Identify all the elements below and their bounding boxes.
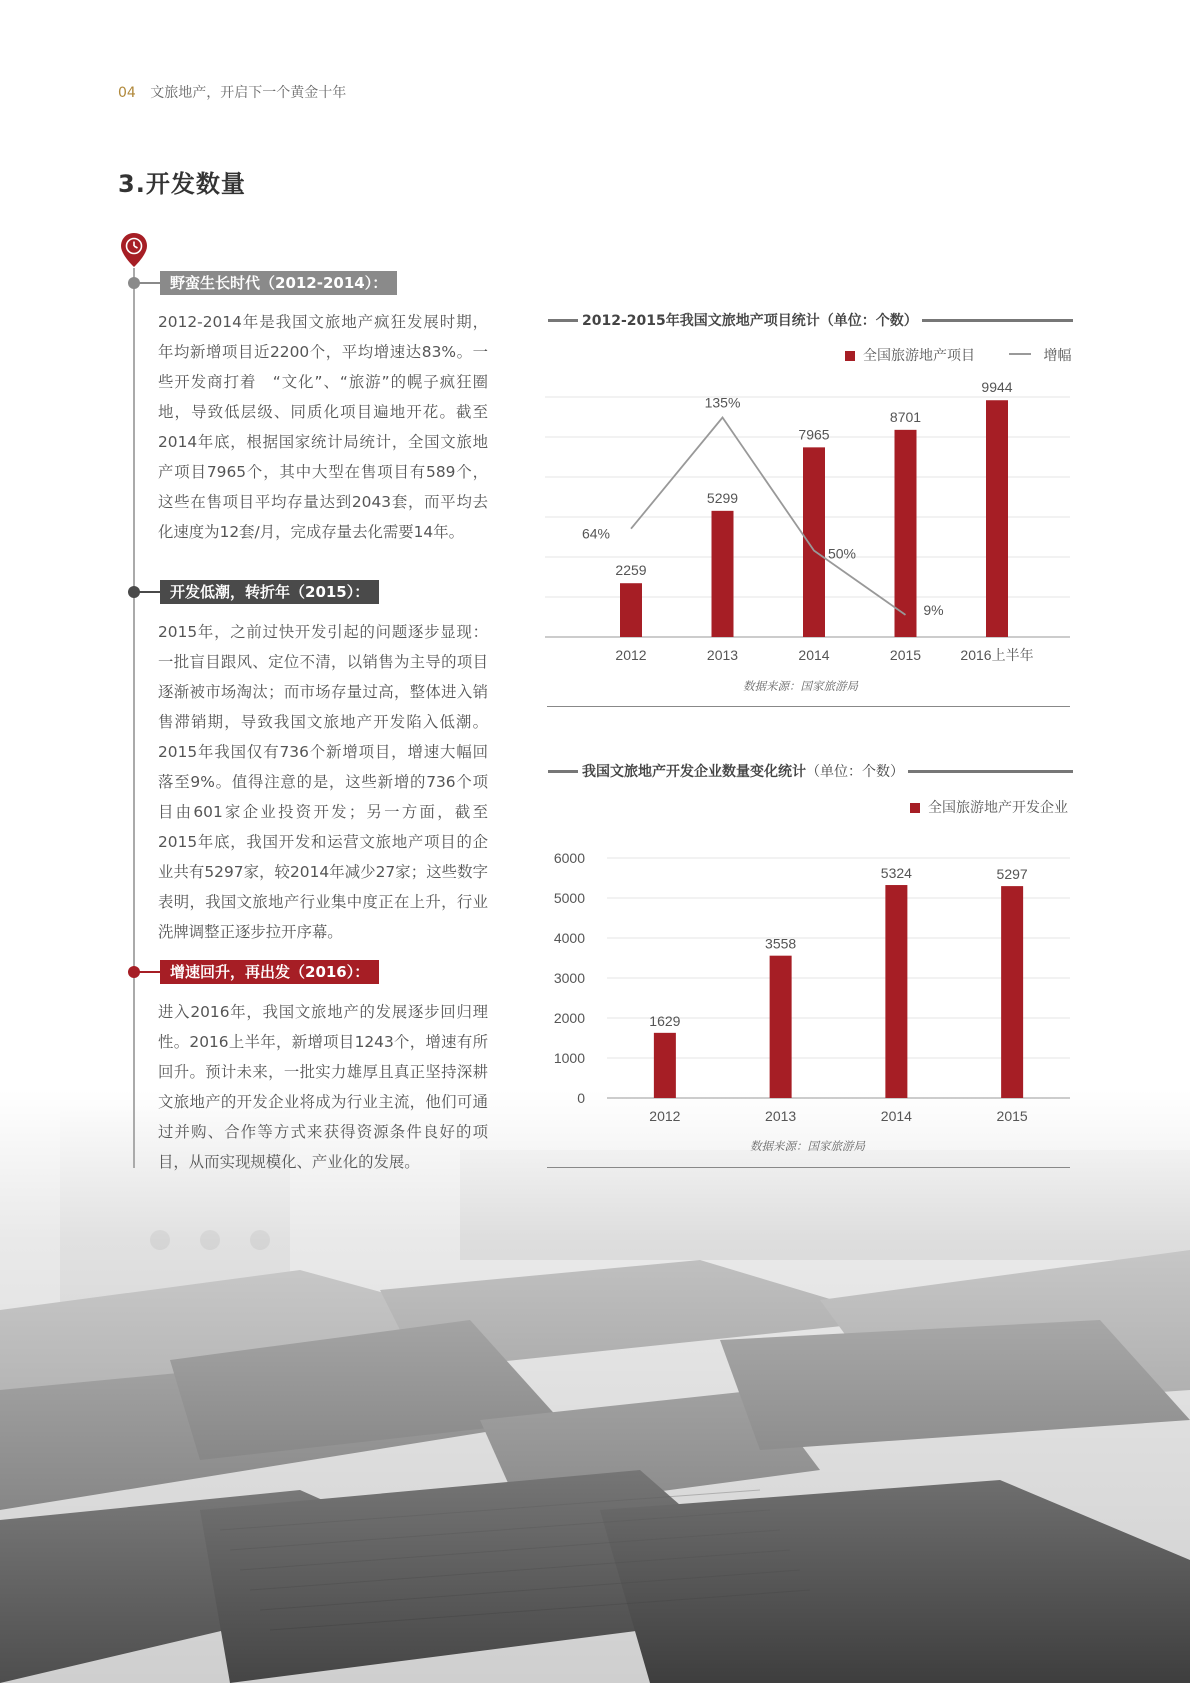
y-tick-label: 0 xyxy=(577,1090,585,1106)
growth-label: 50% xyxy=(827,545,857,562)
timeline-body-2: 2015年，之前过快开发引起的问题逐步显现：一批盲目跟风、定位不清，以销售为主导的项目逐渐被市场淘汰；而市场存量过高，整体进入销售滞销期，导致我国文旅地产开发陷入低潮。2015年我国仅有736个新增项目，增速大幅回落至9%。值得注意的是，这些新增的736个项目由601家企业投资开发；另一方面，截至2015年底，我国开发和运营文旅地产项目的企业共有5297家，较2014年减少27家；这些数字表明，我国文旅地产行业集中度正在上升，行业洗牌调整正逐步拉开序幕。 xyxy=(158,623,488,941)
bar-value-label: 3558 xyxy=(765,935,797,952)
bar xyxy=(654,1033,676,1098)
chart2-title xyxy=(578,761,908,781)
timeline-body-1: 2012-2014年是我国文旅地产疯狂发展时期，年均新增项目近2200个，平均增速达83%。一些开发商打着 “文化”、“旅游”的幌子疯狂圈地，导致低层级、同质化项目遍地开花。截至2014年底，根据国家统计局统计，全国文旅地产项目7965个，其中大型在售项目有589个，这些在售项目平均存量达到2043套，而平均去化速度为12套/月，完成存量去化需要14年。 xyxy=(158,313,488,541)
growth-line xyxy=(631,418,906,615)
tag-connector-3 xyxy=(138,971,160,973)
chart1-bottom-rule xyxy=(547,706,1070,707)
y-tick-label: 6000 xyxy=(553,850,585,866)
tag-connector-1 xyxy=(138,282,160,284)
y-tick-label: 2000 xyxy=(553,1010,585,1026)
bar-value-label: 5297 xyxy=(996,866,1028,883)
timeline-line xyxy=(133,268,135,1168)
y-tick-label: 3000 xyxy=(553,970,585,986)
x-tick-label: 2016上半年 xyxy=(960,647,1034,663)
background-rooftops-photo xyxy=(0,1090,1190,1683)
bar-value-label: 7965 xyxy=(798,426,830,443)
x-tick-label: 2012 xyxy=(649,1108,681,1124)
header-title: 文旅地产，开启下一个黄金十年 xyxy=(150,85,347,101)
section-title: 3.开发数量 xyxy=(118,170,246,198)
chart1-legend-line: 增幅 xyxy=(1043,348,1072,364)
bar xyxy=(885,885,907,1098)
timeline-tag-1: 野蛮生长时代（2012-2014）： xyxy=(160,271,397,295)
bar xyxy=(986,400,1008,637)
chart1-legend-bar: 全国旅游地产项目 xyxy=(863,348,975,364)
bar-value-label: 2259 xyxy=(615,562,647,579)
chart2-legend xyxy=(910,797,1068,817)
bar xyxy=(803,447,825,637)
x-tick-label: 2015 xyxy=(996,1108,1028,1124)
chart1-legend xyxy=(845,345,1071,365)
growth-label: 9% xyxy=(923,601,944,618)
x-tick-label: 2013 xyxy=(706,647,739,663)
page-number: 04 xyxy=(118,85,136,101)
chart1-title-row xyxy=(548,310,1073,330)
bar-value-label: 8701 xyxy=(889,408,922,425)
chart2-bottom-rule xyxy=(547,1167,1070,1168)
timeline-tag-3: 增速回升，再出发（2016）： xyxy=(160,960,379,984)
chart2-companies xyxy=(545,830,1075,1140)
x-tick-label: 2014 xyxy=(798,647,830,663)
timeline-body-3: 进入2016年，我国文旅地产的发展逐步回归理性。2016上半年，新增项目1243个，增速有所回升。预计未来，一批实力雄厚且真正坚持深耕文旅地产的开发企业将成为行业主流，他们可通过并购、合作等方式来获得资源条件良好的项目，从而实现规模化、产业化的发展。 xyxy=(158,1003,488,1171)
tag-connector-2 xyxy=(138,591,160,593)
x-tick-label: 2013 xyxy=(765,1108,797,1124)
bar xyxy=(712,511,734,637)
growth-label: 64% xyxy=(581,525,611,542)
bar-value-label: 1629 xyxy=(649,1012,681,1029)
y-tick-label: 4000 xyxy=(553,930,585,946)
growth-label: 135% xyxy=(704,394,741,411)
x-tick-label: 2014 xyxy=(880,1108,912,1124)
chart1-projects xyxy=(545,375,1075,675)
chart2-source: 数据来源：国家旅游局 xyxy=(750,1139,865,1153)
bar-value-label: 5324 xyxy=(880,865,912,882)
legend-bar-swatch-2 xyxy=(910,803,920,813)
running-header xyxy=(118,82,346,102)
chart1-title: 2012-2015年我国文旅地产项目统计（单位：个数） xyxy=(578,310,922,330)
bar-value-label: 5299 xyxy=(706,489,739,506)
chart2-title-unit: （单位：个数） xyxy=(806,764,904,780)
x-tick-label: 2012 xyxy=(615,647,647,663)
bar xyxy=(1001,886,1023,1098)
bar xyxy=(620,583,642,637)
location-pin-icon xyxy=(119,232,149,268)
chart2-title-row xyxy=(548,761,1073,781)
y-tick-label: 5000 xyxy=(553,890,585,906)
legend-line-swatch xyxy=(1009,353,1031,355)
chart2-legend-bar: 全国旅游地产开发企业 xyxy=(928,800,1068,816)
bar xyxy=(770,956,792,1098)
legend-bar-swatch xyxy=(845,351,855,361)
bar-value-label: 9944 xyxy=(981,379,1013,396)
chart2-title-main: 我国文旅地产开发企业数量变化统计 xyxy=(582,764,806,780)
x-tick-label: 2015 xyxy=(889,647,922,663)
timeline-tag-2: 开发低潮，转折年（2015）： xyxy=(160,580,379,604)
bar xyxy=(895,430,917,637)
chart1-source: 数据来源：国家旅游局 xyxy=(743,679,858,693)
y-tick-label: 1000 xyxy=(553,1050,585,1066)
